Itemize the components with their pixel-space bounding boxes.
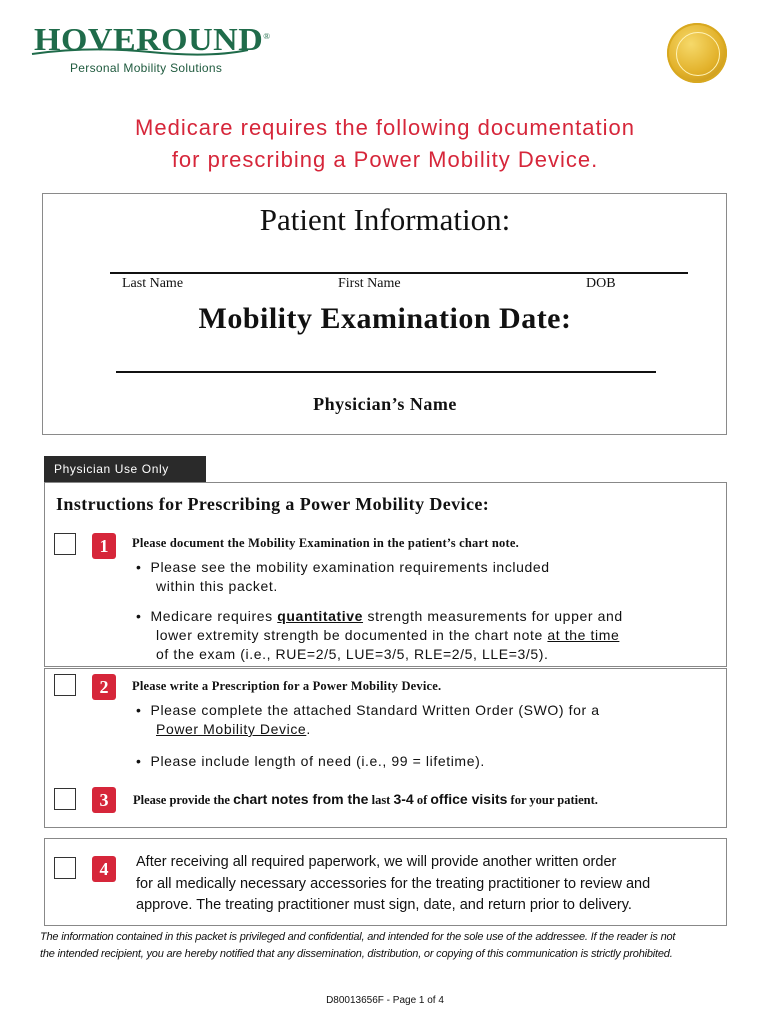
logo-name: HOVEROUND (34, 23, 264, 58)
registered-mark: ® (263, 31, 271, 41)
patient-name-line[interactable] (110, 272, 688, 274)
power-mobility-device-text: Power Mobility Device (156, 721, 307, 737)
bullet-icon: • (136, 608, 142, 624)
page-footer: D80013656F - Page 1 of 4 (326, 995, 444, 1006)
exam-date-line[interactable] (116, 371, 656, 373)
step-2-bullet-1 (136, 701, 600, 739)
step-1-number: 1 (92, 533, 116, 559)
step-4-checkbox[interactable] (54, 857, 76, 879)
step-4-line-2: for all medically necessary accessories for the treating practitioner to review and (136, 875, 651, 892)
step-3-text-a: Please provide the (133, 793, 234, 807)
step-2-bullet-1-line-1: Please complete the attached Standard Written Order (SWO) for a (150, 702, 600, 718)
step-4-line-1: After receiving all required paperwork, we will provide another written order (136, 854, 617, 870)
quantitative-text: quantitative (277, 608, 364, 624)
step-2-bullet-2 (136, 752, 485, 771)
step-3-text-b: chart notes from the (233, 791, 369, 807)
step-4-number: 4 (92, 856, 116, 882)
step-4-text (136, 852, 650, 917)
step-4-line-3: approve. The treating practitioner must sign, date, and return prior to delivery. (136, 897, 632, 913)
confidentiality-notice (40, 929, 730, 963)
step-3-number: 3 (92, 787, 116, 813)
step-1-bullet-2-pre: Medicare requires (150, 608, 278, 624)
patient-info-title: Patient Information: (259, 202, 511, 237)
footnote-line-2: the intended recipient, you are hereby notified that any dissemination, distribution, or copying of this communication is strictly prohibited. (40, 948, 673, 960)
step-3-text-d: 3-4 (393, 791, 414, 807)
step-1-bullet-1 (136, 558, 550, 596)
logo-tagline: Personal Mobility Solutions (70, 61, 223, 75)
step-1-heading: Please document the Mobility Examination in the patient’s chart note. (132, 536, 519, 550)
step-3-text-e: of (413, 793, 431, 807)
headline-line-2: for prescribing a Power Mobility Device. (171, 147, 599, 172)
physician-name-label: Physician’s Name (313, 394, 457, 414)
step-1-bullet-2 (136, 607, 623, 664)
last-name-label: Last Name (122, 276, 184, 291)
bullet-icon: • (136, 753, 142, 769)
step-3-text-c: last (368, 793, 394, 807)
step-2-checkbox[interactable] (54, 674, 76, 696)
step-1-bullet-1-line-1: Please see the mobility examination requirements included (150, 559, 550, 575)
step-3-text-g: for your patient. (507, 793, 598, 807)
period: . (306, 721, 311, 737)
footnote-line-1: The information contained in this packet is privileged and confidential, and intended for the sole use of the addressee. If the reader is not (40, 931, 676, 943)
exam-date-title: Mobility Examination Date: (198, 302, 572, 335)
bullet-icon: • (136, 702, 142, 718)
bullet-icon: • (136, 559, 142, 575)
step-1-bullet-2-line-2: lower extremity strength be documented in the chart note (156, 627, 548, 643)
first-name-label: First Name (338, 276, 401, 291)
dob-label: DOB (586, 276, 616, 291)
step-2-bullet-2-text: Please include length of need (i.e., 99 = lifetime). (150, 753, 485, 769)
step-3-text-f: office visits (430, 791, 508, 807)
instructions-title: Instructions for Prescribing a Power Mobility Device: (56, 494, 490, 514)
step-3-heading (133, 791, 598, 808)
step-1-bullet-2-line-3: of the exam (i.e., RUE=2/5, LUE=3/5, RLE=2/5, LLE=3/5). (156, 646, 549, 662)
step-2-number: 2 (92, 674, 116, 700)
accreditation-seal-icon (667, 23, 727, 83)
step-1-bullet-2-post: strength measurements for upper and (363, 608, 623, 624)
headline-line-1: Medicare requires the following documentation (135, 115, 635, 140)
physician-use-only-tab: Physician Use Only (44, 456, 206, 482)
step-1-bullet-1-line-2: within this packet. (156, 578, 278, 594)
logo-swoosh-icon (30, 44, 250, 62)
at-the-time-text: at the time (547, 627, 620, 643)
step-3-checkbox[interactable] (54, 788, 76, 810)
step-1-checkbox[interactable] (54, 533, 76, 555)
step-2-heading: Please write a Prescription for a Power Mobility Device. (132, 679, 442, 693)
